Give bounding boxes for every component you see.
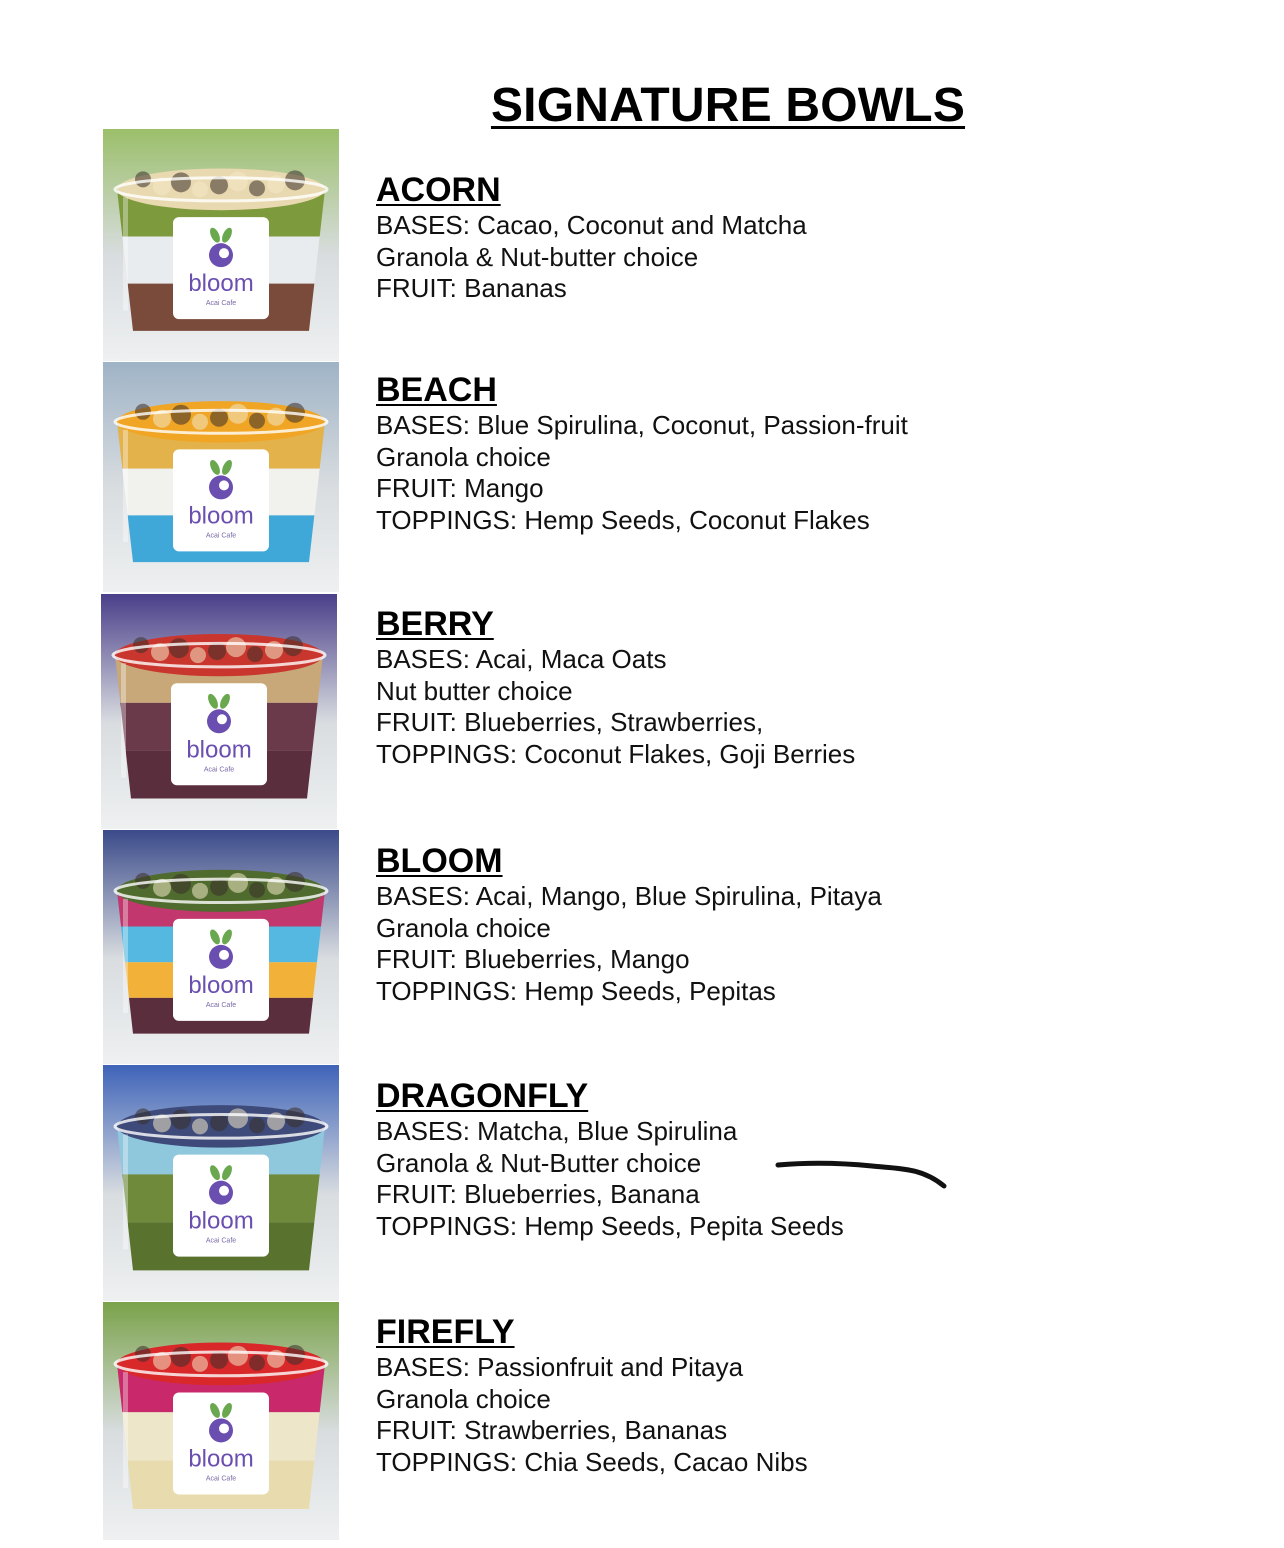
label-sub-text: Acai Cafe <box>205 1475 237 1483</box>
label-sub-text: Acai Cafe <box>203 766 235 774</box>
bowl-detail-line: FRUIT: Strawberries, Bananas <box>376 1415 728 1446</box>
bowl-photo <box>101 594 337 829</box>
label-sub-text: Acai Cafe <box>205 1001 237 1009</box>
bowl-detail-line: Granola & Nut-butter choice <box>376 241 699 272</box>
bowl-photo <box>103 830 339 1064</box>
bowl-detail-line: Nut butter choice <box>376 675 573 706</box>
label-brand-text: bloom <box>188 270 254 298</box>
label-brand-text: bloom <box>188 971 254 999</box>
bowl-detail-line: FRUIT: Blueberries, Strawberries, <box>376 707 764 738</box>
bowl-detail-line: FRUIT: Blueberries, Banana <box>376 1179 700 1210</box>
bowl-name: ACORN <box>376 171 501 209</box>
bowl-detail-line: Granola & Nut-Butter choice <box>376 1147 702 1178</box>
bowl-detail-line: Granola choice <box>376 441 551 472</box>
bowl-detail-line: Granola choice <box>376 1383 551 1414</box>
bowl-photo <box>103 1065 339 1301</box>
bowl-detail-line: BASES: Acai, Mango, Blue Spirulina, Pitaya <box>376 881 882 911</box>
label-brand-text: bloom <box>188 1445 254 1473</box>
bowl-photo <box>103 1302 339 1540</box>
bowl-item-acorn <box>376 172 807 305</box>
label-sub-text: Acai Cafe <box>205 300 237 308</box>
bowl-detail-line: BASES: Matcha, Blue Spirulina <box>376 1116 738 1146</box>
bowl-detail-line: TOPPINGS: Hemp Seeds, Pepitas <box>376 975 776 1006</box>
label-sub-text: Acai Cafe <box>205 532 237 540</box>
bowl-detail-line: BASES: Acai, Maca Oats <box>376 644 667 674</box>
bowl-name: BEACH <box>376 371 497 409</box>
bowl-name: FIREFLY <box>376 1313 515 1351</box>
bowl-item-bloom <box>376 843 882 1007</box>
bowl-name: BERRY <box>376 605 494 643</box>
bowl-name: BLOOM <box>376 842 503 880</box>
bowl-item-beach <box>376 372 908 536</box>
bowl-item-firefly <box>376 1314 808 1478</box>
label-sub-text: Acai Cafe <box>205 1237 237 1245</box>
bowl-detail-line: BASES: Blue Spirulina, Coconut, Passion-fruit <box>376 410 908 440</box>
bowl-photo <box>103 129 339 361</box>
bowl-detail-line: FRUIT: Mango <box>376 473 544 504</box>
bowl-detail-line: BASES: Cacao, Coconut and Matcha <box>376 210 807 240</box>
pen-stroke-mark <box>772 1156 952 1196</box>
bowl-name: DRAGONFLY <box>376 1077 589 1115</box>
bowl-item-berry <box>376 606 855 770</box>
page-title: SIGNATURE BOWLS <box>490 79 966 132</box>
bowl-detail-line: TOPPINGS: Hemp Seeds, Coconut Flakes <box>376 504 870 535</box>
bowl-detail-line: TOPPINGS: Coconut Flakes, Goji Berries <box>376 738 856 769</box>
bowl-detail-line: BASES: Passionfruit and Pitaya <box>376 1352 744 1382</box>
bowl-detail-line: FRUIT: Bananas <box>376 273 567 304</box>
label-brand-text: bloom <box>188 502 254 530</box>
label-brand-text: bloom <box>186 736 252 764</box>
bowl-detail-line: TOPPINGS: Hemp Seeds, Pepita Seeds <box>376 1210 844 1241</box>
bowl-photo <box>103 362 339 592</box>
bowl-detail-line: TOPPINGS: Chia Seeds, Cacao Nibs <box>376 1446 808 1477</box>
bowl-detail-line: FRUIT: Blueberries, Mango <box>376 944 690 975</box>
label-brand-text: bloom <box>188 1207 254 1235</box>
bowl-detail-line: Granola choice <box>376 912 551 943</box>
